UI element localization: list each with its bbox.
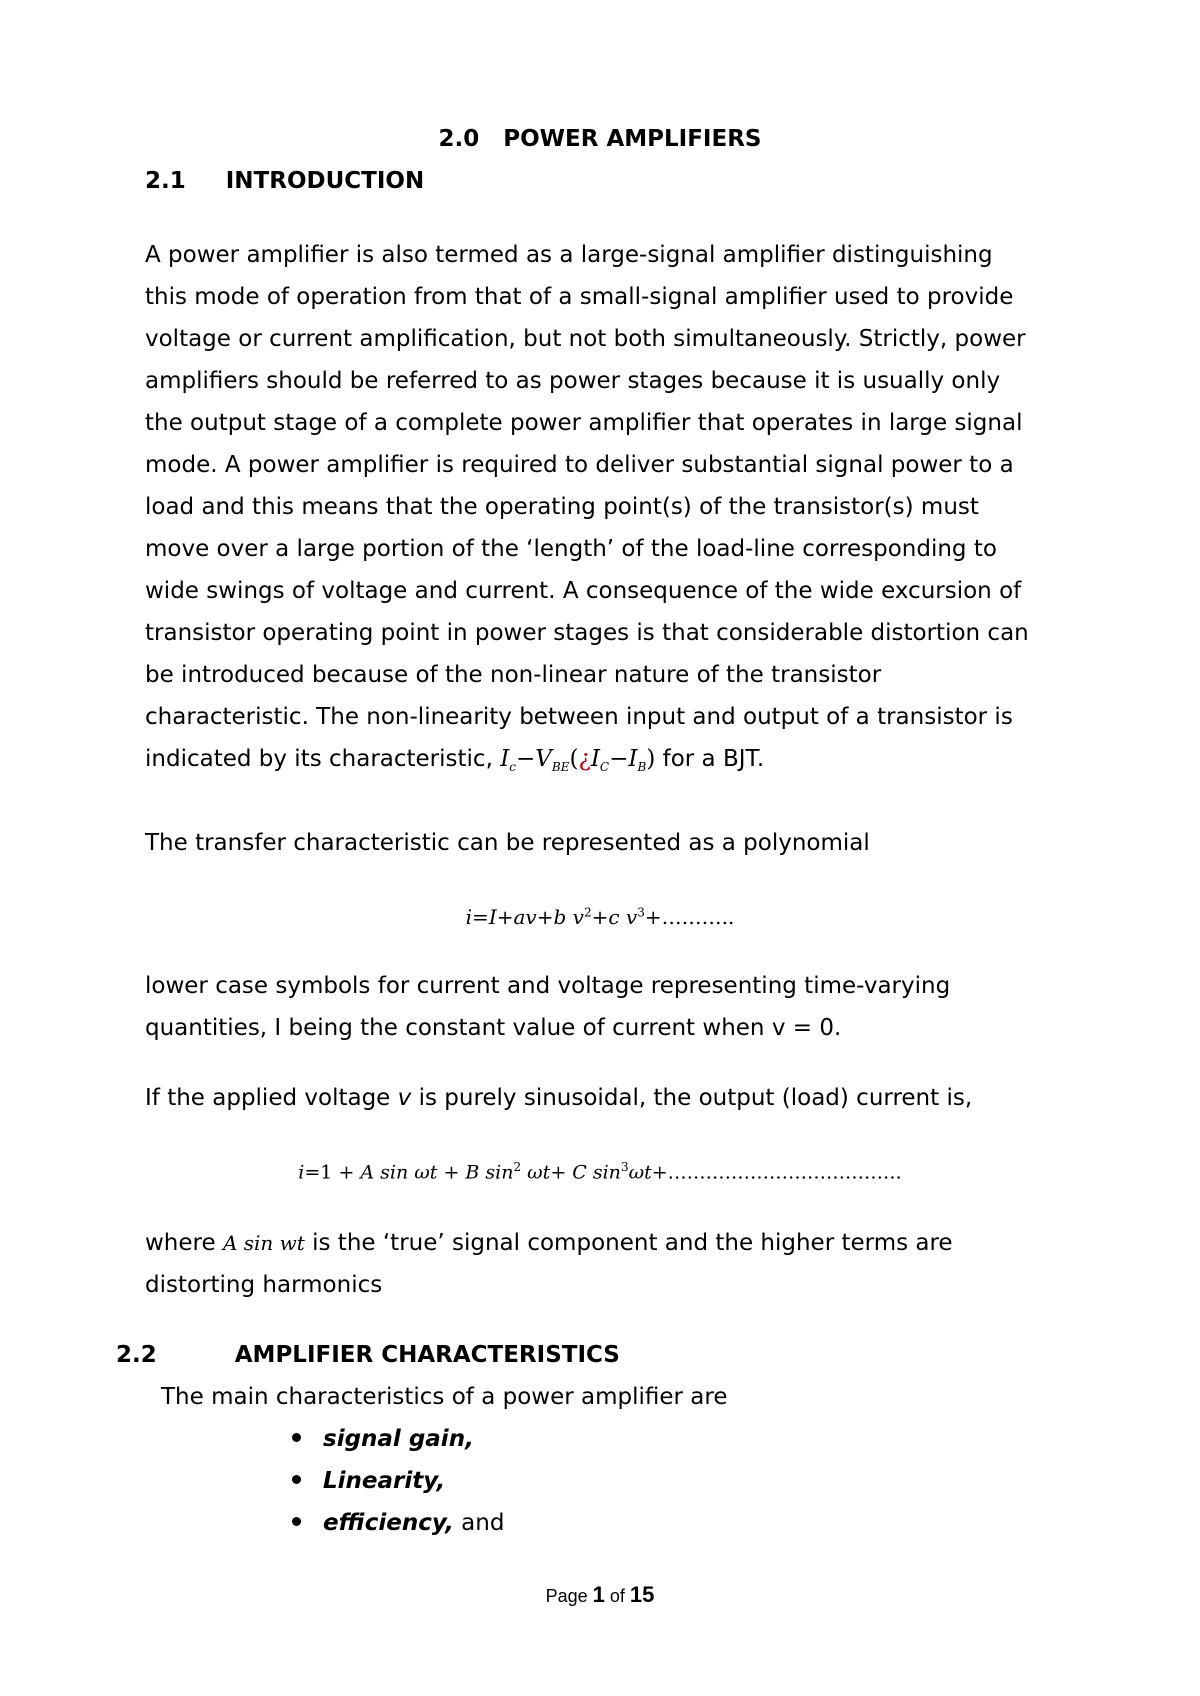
eq-operator: + — [550, 1161, 567, 1184]
math-ic2 — [591, 746, 609, 772]
eq-term: c v — [608, 905, 638, 929]
math-subscript: BE — [551, 760, 570, 774]
math-ib — [628, 746, 646, 772]
paragraph-line: lower case symbols for current and voltage representing time-varying — [145, 973, 951, 999]
eq-operator: + — [536, 905, 554, 929]
math-subscript: c — [509, 760, 517, 774]
amp-intro: The main characteristics of a power amplifier are — [161, 1384, 728, 1410]
eq-term: 1 — [320, 1161, 333, 1184]
bullet-icon — [292, 1517, 301, 1526]
paragraph-line: the output stage of a complete power amplifier that operates in large signal — [145, 410, 1023, 436]
paragraph-line: load and this means that the operating point(s) of the transistor(s) must — [145, 494, 979, 520]
list-item-tail: and — [453, 1510, 505, 1536]
paragraph-line: distorting harmonics — [145, 1272, 383, 1298]
paragraph-line: move over a large portion of the ‘length’ of the load-line corresponding to — [145, 536, 997, 562]
paragraph-line: voltage or current amplification, but not both simultaneously. Strictly, power — [145, 326, 1026, 352]
eq-operator: = — [304, 1161, 321, 1184]
math-glyph: ¿ — [578, 746, 591, 772]
eq-operator: + — [496, 905, 514, 929]
eq-term: A sin ωt — [360, 1161, 438, 1184]
eq-operator: + — [591, 905, 609, 929]
where-line — [145, 1222, 953, 1264]
eq-exponent: 2 — [513, 1160, 522, 1174]
list-item — [292, 1460, 504, 1502]
footer-total-pages: 15 — [629, 1582, 655, 1607]
math-paren-close: ) — [646, 746, 656, 772]
eq-operator: + — [644, 905, 662, 929]
eq-term: B sin — [465, 1161, 514, 1184]
paragraph-line: characteristic. The non-linearity between input and output of a transistor is — [145, 704, 1013, 730]
text-prefix: If the applied voltage — [145, 1085, 398, 1111]
page-title-text: POWER AMPLIFIERS — [503, 126, 762, 152]
math-ic — [500, 746, 516, 772]
footer-page-word: Page — [545, 1586, 593, 1606]
characteristics-list — [292, 1418, 504, 1544]
equation-harmonic — [0, 1160, 1200, 1183]
eq-term: ωt — [521, 1161, 551, 1184]
eq-exponent: 2 — [583, 905, 592, 920]
math-symbol: I — [628, 746, 638, 772]
math-symbol: I — [500, 746, 510, 772]
eq-ellipsis: ………………………………. — [667, 1161, 902, 1184]
eq-exponent: 3 — [620, 1160, 629, 1174]
eq-exponent: 3 — [637, 905, 645, 920]
equation-polynomial — [0, 905, 1200, 929]
paragraph-line: amplifiers should be referred to as power stages because it is usually only — [145, 368, 1001, 394]
paragraph-line-characteristic — [145, 738, 764, 788]
eq-ellipsis: ……….. — [661, 905, 735, 929]
footer-current-page: 1 — [592, 1582, 605, 1607]
eq-term: i — [465, 905, 473, 929]
list-item-label: efficiency, — [323, 1510, 454, 1536]
paragraph-line: be introduced because of the non-linear nature of the transistor — [145, 662, 882, 688]
text-prefix: indicated by its characteristic, — [145, 746, 501, 772]
text-suffix: is the ‘true’ signal component and the higher terms are — [304, 1230, 953, 1256]
eq-term: i — [298, 1161, 305, 1184]
math-symbol: V — [535, 746, 552, 772]
paragraph-line: quantities, I being the constant value of current when v = 0. — [145, 1015, 842, 1041]
paragraph-line: transistor operating point in power stages is that considerable distortion can — [145, 620, 1029, 646]
eq-term: C sin — [572, 1161, 621, 1184]
text-prefix: where — [145, 1230, 223, 1256]
page-title — [0, 126, 1200, 152]
list-item — [292, 1502, 504, 1544]
math-subscript: C — [599, 760, 610, 774]
math-subscript: B — [637, 760, 647, 774]
bullet-icon — [292, 1433, 301, 1442]
section-title: INTRODUCTION — [225, 168, 425, 194]
eq-term: ωt — [628, 1161, 652, 1184]
bullet-icon — [292, 1475, 301, 1484]
text-suffix: is purely sinusoidal, the output (load) current is, — [411, 1085, 973, 1111]
math-minus: − — [516, 746, 536, 772]
section-heading-intro — [145, 168, 424, 194]
paragraph-line: A power amplifier is also termed as a large-signal amplifier distinguishing — [145, 242, 993, 268]
eq-term: I — [488, 905, 497, 929]
eq-operator: = — [472, 905, 489, 929]
section-number: 2.1 — [145, 168, 186, 194]
eq-operator: + — [443, 1161, 460, 1184]
applied-voltage-line — [145, 1077, 972, 1119]
section-title: AMPLIFIER CHARACTERISTICS — [234, 1342, 620, 1368]
math-expression: A sin wt — [222, 1231, 305, 1255]
eq-term: b v — [553, 905, 584, 929]
paragraph-line: mode. A power amplifier is required to deliver substantial signal power to a — [145, 452, 1014, 478]
section-number: 2.2 — [116, 1342, 157, 1368]
list-item — [292, 1418, 504, 1460]
page-footer — [0, 1582, 1200, 1608]
page-title-number: 2.0 — [438, 126, 480, 152]
math-symbol: I — [590, 746, 600, 772]
section-heading-amplifier — [116, 1342, 620, 1368]
math-variable: v — [397, 1085, 412, 1111]
math-paren-open: ( — [569, 746, 579, 772]
footer-of-word: of — [604, 1586, 630, 1606]
list-item-label: Linearity, — [323, 1468, 446, 1494]
eq-operator: + — [338, 1161, 355, 1184]
paragraph-line: this mode of operation from that of a small-signal amplifier used to provide — [145, 284, 1014, 310]
list-item-label: signal gain, — [323, 1426, 474, 1452]
eq-operator: + — [651, 1161, 668, 1184]
eq-term: av — [513, 905, 537, 929]
math-vbe — [535, 746, 569, 772]
paragraph-line: wide swings of voltage and current. A consequence of the wide excursion of — [145, 578, 1022, 604]
math-minus: − — [609, 746, 629, 772]
transfer-text: The transfer characteristic can be represented as a polynomial — [145, 830, 870, 856]
text-suffix: for a BJT. — [655, 746, 765, 772]
